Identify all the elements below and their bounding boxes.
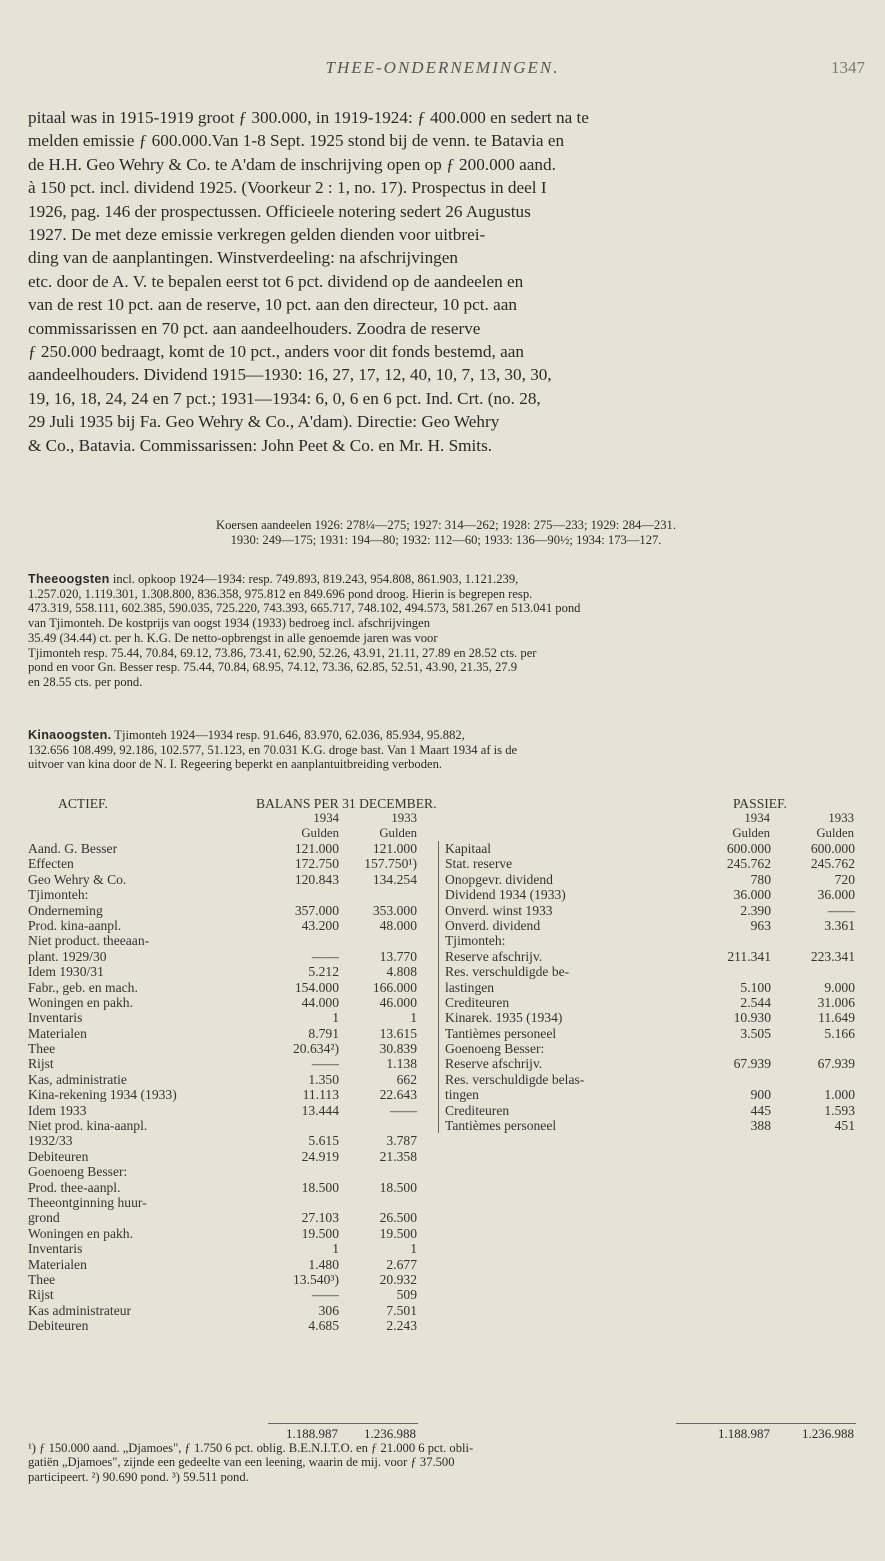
row-value-1934: 36.000 <box>733 887 771 903</box>
row-value-1934: 24.919 <box>301 1148 339 1164</box>
theeoogsten-keyword: Theeoogsten <box>28 572 110 586</box>
row-label: Onderneming <box>28 902 103 918</box>
page-number: 1347 <box>831 58 865 77</box>
row-value-1934: 900 <box>750 1087 771 1103</box>
intro-line: 19, 16, 18, 24, 24 en 7 pct.; 1931—1934: 6, 0, 6 en 6 pct. Ind. Crt. (no. 28, <box>28 388 541 408</box>
theeoogsten-line: van Tjimonteh. De kostprijs van oogst 1934 (1933) bedroeg incl. afschrijvingen <box>28 616 430 631</box>
row-value-1933: 31.006 <box>817 994 855 1010</box>
row-label: Rijst <box>28 1056 54 1072</box>
row-value-1934: 1.480 <box>308 1256 339 1272</box>
total-rule <box>676 1423 856 1424</box>
koersen-line: Koersen aandeelen 1926: 278¼—275; 1927: 314—262; 1928: 275—233; 1929: 284—231. <box>216 518 676 532</box>
footnote-line: gatiën „Djamoes", zijnde een gedeelte van een leening, waarin de mij. voor ƒ 37.500 <box>28 1455 455 1470</box>
intro-line: commissarissen en 70 pct. aan aandeelhouders. Zoodra de reserve <box>28 318 481 338</box>
row-value-1933: 48.000 <box>379 917 417 933</box>
row-value-1934: 10.930 <box>733 1010 771 1026</box>
row-label: plant. 1929/30 <box>28 948 107 964</box>
row-label: Debiteuren <box>28 1148 89 1164</box>
balance-row <box>28 980 438 995</box>
row-value-1933: 245.762 <box>810 856 855 872</box>
footnotes <box>28 1441 864 1484</box>
row-value-1934: 13.540³) <box>293 1271 339 1287</box>
year-header: 1933 <box>391 811 417 825</box>
passief-column <box>438 841 865 1133</box>
balance-row <box>439 918 865 933</box>
intro-line: & Co., Batavia. Commissarissen: John Peet & Co. en Mr. H. Smits. <box>28 435 493 455</box>
row-label: Materialen <box>28 1025 87 1041</box>
row-value-1934: 211.341 <box>727 948 771 964</box>
theeoogsten-block <box>28 572 864 690</box>
row-value-1934: 445 <box>750 1102 771 1118</box>
row-label: Kina-rekening 1934 (1933) <box>28 1087 177 1103</box>
row-value-1933: 157.750¹) <box>364 856 417 872</box>
row-label: Res. verschuldigde belas- <box>445 1071 585 1087</box>
row-label: Tjimonteh: <box>28 887 89 903</box>
row-label: Reserve afschrijv. <box>445 948 543 964</box>
balance-totals <box>0 1426 885 1442</box>
row-label: Tantièmes personeel <box>445 1118 557 1134</box>
intro-line: 1927. De met deze emissie verkregen gelden dienden voor uitbrei- <box>28 225 486 245</box>
row-label: Tantièmes personeel <box>445 1025 557 1041</box>
actief-heading: ACTIEF. <box>58 796 108 811</box>
balance-row <box>28 1195 438 1210</box>
row-value-1933: 4.808 <box>386 964 417 980</box>
balance-row <box>28 1303 438 1318</box>
row-label: Thee <box>28 1041 56 1057</box>
row-value-1933: 30.839 <box>379 1041 417 1057</box>
row-label: Res. verschuldigde be- <box>445 964 570 980</box>
row-value-1934: —— <box>311 1056 339 1072</box>
row-value-1934: 19.500 <box>301 1225 339 1241</box>
row-label: grond <box>28 1210 60 1226</box>
row-label: Geo Wehry & Co. <box>28 871 127 887</box>
balance-row <box>28 995 438 1010</box>
intro-line: aandeelhouders. Dividend 1915—1930: 16, 27, 17, 12, 40, 10, 7, 13, 30, 30, <box>28 365 552 385</box>
row-value-1934: 3.505 <box>740 1025 771 1041</box>
koersen-block <box>28 518 864 547</box>
row-value-1933: 3.787 <box>386 1133 417 1149</box>
balance-row <box>439 995 865 1010</box>
row-value-1934: 357.000 <box>294 902 339 918</box>
balance-row <box>439 1010 865 1025</box>
row-value-1933: 1.000 <box>824 1087 855 1103</box>
row-value-1934: 172.750 <box>294 856 339 872</box>
balance-row <box>439 1041 865 1056</box>
row-label: Inventaris <box>28 1010 83 1026</box>
intro-line: van de rest 10 pct. aan de reserve, 10 pct. aan den directeur, 10 pct. aan <box>28 295 517 315</box>
total-actief-1933: 1.236.988 <box>364 1426 416 1441</box>
row-label: Inventaris <box>28 1241 83 1257</box>
row-label: lastingen <box>445 979 495 995</box>
actief-column <box>28 841 438 1334</box>
row-label: Reserve afschrijv. <box>445 1056 543 1072</box>
row-value-1933: 5.166 <box>824 1025 855 1041</box>
row-value-1933: 134.254 <box>372 871 417 887</box>
balance-row <box>439 1118 865 1133</box>
balance-row <box>439 949 865 964</box>
row-value-1933: 36.000 <box>817 887 855 903</box>
theeoogsten-line: pond en voor Gn. Besser resp. 75.44, 70.84, 68.95, 74.12, 73.36, 62.85, 52.51, 43.90, 21.35, 27.9 <box>28 660 518 675</box>
total-actief-1934: 1.188.987 <box>286 1426 338 1441</box>
year-header: 1934 <box>744 811 770 825</box>
row-value-1933: 1 <box>410 1241 417 1257</box>
year-header: 1934 <box>313 811 339 825</box>
row-value-1934: 18.500 <box>301 1179 339 1195</box>
balance-row <box>28 887 438 902</box>
row-value-1934: 4.685 <box>308 1318 339 1334</box>
theeoogsten-line: Tjimonteh resp. 75.44, 70.84, 69.12, 73.86, 73.41, 62.90, 52.26, 43.91, 21.11, 27.89 en 28.52 cts. per <box>28 645 537 660</box>
row-label: Goenoeng Besser: <box>445 1041 545 1057</box>
balance-row <box>28 964 438 979</box>
intro-line: pitaal was in 1915-1919 groot ƒ 300.000, in 1919-1924: ƒ 400.000 en sedert na te <box>28 108 589 127</box>
row-value-1933: 19.500 <box>379 1225 417 1241</box>
row-label: Idem 1930/31 <box>28 964 104 980</box>
row-value-1933: —— <box>389 1102 417 1118</box>
balance-row <box>439 887 865 902</box>
balance-row <box>28 1056 438 1071</box>
row-value-1934: 27.103 <box>301 1210 339 1226</box>
row-label: Kinarek. 1935 (1934) <box>445 1010 563 1026</box>
row-value-1933: 22.643 <box>379 1087 417 1103</box>
kinaoogsten-line: uitvoer van kina door de N. I. Regeering beperkt en aanplantuitbreiding verboden. <box>28 757 443 772</box>
row-label: Effecten <box>28 856 74 872</box>
row-value-1934: 43.200 <box>301 917 339 933</box>
intro-line: 29 Juli 1935 bij Fa. Geo Wehry & Co., A'dam). Directie: Geo Wehry <box>28 412 500 432</box>
row-label: Goenoeng Besser: <box>28 1164 128 1180</box>
balance-row <box>28 1133 438 1148</box>
balance-row <box>28 1149 438 1164</box>
intro-line: etc. door de A. V. te bepalen eerst tot 6 pct. dividend op de aandeelen en <box>28 271 524 291</box>
row-value-1934: 67.939 <box>733 1056 771 1072</box>
row-label: Onverd. dividend <box>445 917 541 933</box>
row-value-1934: 5.212 <box>308 964 339 980</box>
unit-header: Gulden <box>816 826 854 840</box>
balance-row <box>439 872 865 887</box>
row-label: Theeontginning huur- <box>28 1194 147 1210</box>
row-value-1934: 1.350 <box>308 1071 339 1087</box>
unit-header: Gulden <box>732 826 770 840</box>
balance-row <box>28 1103 438 1118</box>
row-value-1933: 3.361 <box>824 917 855 933</box>
intro-line: ƒ 250.000 bedraagt, komt de 10 pct., anders voor dit fonds bestemd, aan <box>28 342 524 362</box>
balance-row <box>28 918 438 933</box>
row-label: Idem 1933 <box>28 1102 87 1118</box>
row-value-1934: 388 <box>750 1118 771 1134</box>
koersen-line: 1930: 249—175; 1931: 194—80; 1932: 112—60; 1933: 136—90½; 1934: 173—127. <box>230 532 662 547</box>
row-label: Niet prod. kina-aanpl. <box>28 1118 148 1134</box>
theeoogsten-line: 473.319, 558.111, 602.385, 590.035, 725.220, 743.393, 665.717, 748.102, 494.573, 581.267 en 513.041 pond <box>28 601 581 616</box>
intro-line: ding van de aanplantingen. Winstverdeeling: na afschrijvingen <box>28 248 458 268</box>
balance-row <box>28 872 438 887</box>
running-title: THEE-ONDERNEMINGEN. <box>325 58 560 77</box>
row-label: Dividend 1934 (1933) <box>445 887 566 903</box>
row-value-1934: 2.390 <box>740 902 771 918</box>
balance-row <box>28 903 438 918</box>
row-value-1933: 451 <box>834 1118 855 1134</box>
row-value-1933: 20.932 <box>379 1271 417 1287</box>
balance-row <box>28 1272 438 1287</box>
row-label: Woningen en pakh. <box>28 994 133 1010</box>
kinaoogsten-keyword: Kinaoogsten. <box>28 728 112 742</box>
row-label: Onverd. winst 1933 <box>445 902 553 918</box>
intro-paragraph <box>28 106 864 457</box>
kinaoogsten-line: 132.656 108.499, 92.186, 102.577, 51.123, en 70.031 K.G. droge bast. Van 1 Maart 1934 af is de <box>28 742 518 757</box>
balance-row <box>439 1026 865 1041</box>
row-value-1934: 306 <box>318 1302 339 1318</box>
total-passief-1934: 1.188.987 <box>718 1426 770 1441</box>
row-label: Kas, administratie <box>28 1071 127 1087</box>
row-value-1933: 9.000 <box>824 979 855 995</box>
intro-line: 1926, pag. 146 der prospectussen. Officieele notering sedert 26 Augustus <box>28 201 531 221</box>
unit-header: Gulden <box>379 826 417 840</box>
balance-title: BALANS PER 31 DECEMBER. <box>256 796 437 811</box>
row-value-1934: 8.791 <box>308 1025 339 1041</box>
row-label: Crediteuren <box>445 994 510 1010</box>
row-value-1933: 46.000 <box>379 994 417 1010</box>
row-value-1933: 2.677 <box>386 1256 417 1272</box>
row-label: Crediteuren <box>445 1102 510 1118</box>
footnote-line: participeert. ²) 90.690 pond. ³) 59.511 pond. <box>28 1469 249 1484</box>
row-value-1934: 2.544 <box>740 994 771 1010</box>
balance-row <box>28 1180 438 1195</box>
balance-row <box>28 1026 438 1041</box>
balance-row <box>28 1287 438 1302</box>
row-label: tingen <box>445 1087 479 1103</box>
footnote-line: ¹) ƒ 150.000 aand. „Djamoes", ƒ 1.750 6 pct. oblig. B.E.N.I.T.O. en ƒ 21.000 6 pct. obli- <box>28 1441 474 1455</box>
row-value-1933: 11.649 <box>818 1010 855 1026</box>
row-value-1934: 1 <box>332 1241 339 1257</box>
row-value-1934: 963 <box>750 917 771 933</box>
balance-row <box>28 1210 438 1225</box>
balance-row <box>439 1087 865 1102</box>
row-value-1934: 13.444 <box>301 1102 339 1118</box>
row-value-1933: 662 <box>396 1071 417 1087</box>
row-value-1933: 13.615 <box>379 1025 417 1041</box>
total-rule <box>268 1423 418 1424</box>
row-label: Woningen en pakh. <box>28 1225 133 1241</box>
row-label: Fabr., geb. en mach. <box>28 979 138 995</box>
row-value-1934: —— <box>311 1287 339 1303</box>
theeoogsten-line: 1.257.020, 1.119.301, 1.308.800, 836.358, 975.812 en 849.696 pond droog. Hierin is begrepen resp. <box>28 586 533 601</box>
row-label: Tjimonteh: <box>445 933 506 949</box>
row-value-1934: 44.000 <box>301 994 339 1010</box>
row-value-1933: 720 <box>834 871 855 887</box>
row-value-1933: 18.500 <box>379 1179 417 1195</box>
row-value-1933: 13.770 <box>379 948 417 964</box>
balance-row <box>28 856 438 871</box>
balance-row <box>28 1087 438 1102</box>
page-header <box>0 58 885 88</box>
row-value-1934: 154.000 <box>294 979 339 995</box>
row-value-1933: 600.000 <box>810 841 855 856</box>
balance-row <box>439 980 865 995</box>
balance-row <box>28 841 438 856</box>
row-value-1933: 223.341 <box>810 948 855 964</box>
row-value-1934: 5.615 <box>308 1133 339 1149</box>
row-value-1934: 600.000 <box>726 841 771 856</box>
kinaoogsten-line: Tjimonteh 1924—1934 resp. 91.646, 83.970, 62.036, 85.934, 95.882, <box>114 728 465 742</box>
row-value-1933: 7.501 <box>386 1302 417 1318</box>
row-label: Thee <box>28 1271 56 1287</box>
row-value-1933: 166.000 <box>372 979 417 995</box>
year-header: 1933 <box>828 811 854 825</box>
row-value-1934: —— <box>311 948 339 964</box>
balance-row <box>28 1041 438 1056</box>
balance-row <box>439 964 865 979</box>
row-value-1933: 21.358 <box>379 1148 417 1164</box>
row-value-1933: 26.500 <box>379 1210 417 1226</box>
row-value-1933: 1 <box>410 1010 417 1026</box>
balance-row <box>439 841 865 856</box>
row-value-1934: 121.000 <box>294 841 339 856</box>
intro-line: de H.H. Geo Wehry & Co. te A'dam de inschrijving open op ƒ 200.000 aand. <box>28 154 556 174</box>
row-value-1934: 245.762 <box>726 856 771 872</box>
balance-row <box>28 1318 438 1333</box>
row-label: Kapitaal <box>445 841 492 856</box>
balance-row <box>28 1257 438 1272</box>
row-value-1934: 5.100 <box>740 979 771 995</box>
intro-line: melden emissie ƒ 600.000.Van 1-8 Sept. 1925 stond bij de venn. te Batavia en <box>28 131 565 151</box>
row-label: Onopgevr. dividend <box>445 871 553 887</box>
row-label: Prod. thee-aanpl. <box>28 1179 121 1195</box>
balance-row <box>28 1241 438 1256</box>
theeoogsten-line: 35.49 (34.44) ct. per h. K.G. De netto-opbrengst in alle genoemde jaren was voor <box>28 630 438 645</box>
intro-line: à 150 pct. incl. dividend 1925. (Voorkeur 2 : 1, no. 17). Prospectus in deel I <box>28 178 547 198</box>
balance-row <box>28 1072 438 1087</box>
row-label: 1932/33 <box>28 1133 73 1149</box>
balance-row <box>28 949 438 964</box>
row-value-1933: 67.939 <box>817 1056 855 1072</box>
balance-row <box>439 933 865 948</box>
row-value-1933: —— <box>827 902 855 918</box>
row-label: Debiteuren <box>28 1318 89 1334</box>
balance-row <box>439 1072 865 1087</box>
balance-row <box>439 1103 865 1118</box>
row-value-1933: 353.000 <box>372 902 417 918</box>
balance-row <box>28 1226 438 1241</box>
row-value-1933: 1.593 <box>824 1102 855 1118</box>
row-value-1933: 509 <box>396 1287 417 1303</box>
row-label: Stat. reserve <box>445 856 513 872</box>
row-label: Materialen <box>28 1256 87 1272</box>
row-label: Niet product. theeaan- <box>28 933 150 949</box>
balance-row <box>28 1164 438 1179</box>
theeoogsten-line: en 28.55 cts. per pond. <box>28 674 143 689</box>
row-label: Rijst <box>28 1287 54 1303</box>
row-label: Kas administrateur <box>28 1302 132 1318</box>
row-value-1934: 120.843 <box>294 871 339 887</box>
row-value-1934: 1 <box>332 1010 339 1026</box>
balance-row <box>28 933 438 948</box>
balance-row <box>28 1118 438 1133</box>
row-value-1934: 20.634²) <box>293 1041 339 1057</box>
row-label: Prod. kina-aanpl. <box>28 917 122 933</box>
unit-header: Gulden <box>301 826 339 840</box>
row-value-1933: 1.138 <box>386 1056 417 1072</box>
row-value-1933: 2.243 <box>386 1318 417 1334</box>
kinaoogsten-block <box>28 728 864 772</box>
total-passief-1933: 1.236.988 <box>802 1426 854 1441</box>
balance-row <box>28 1010 438 1025</box>
theeoogsten-line: incl. opkoop 1924—1934: resp. 749.893, 819.243, 954.808, 861.903, 1.121.239, <box>112 572 519 586</box>
balance-row <box>439 856 865 871</box>
row-value-1934: 780 <box>750 871 771 887</box>
row-value-1934: 11.113 <box>302 1087 339 1103</box>
balance-row <box>439 903 865 918</box>
row-label: Aand. G. Besser <box>28 841 118 856</box>
row-value-1933: 121.000 <box>372 841 417 856</box>
passief-heading: PASSIEF. <box>733 796 787 811</box>
balance-row <box>439 1056 865 1071</box>
